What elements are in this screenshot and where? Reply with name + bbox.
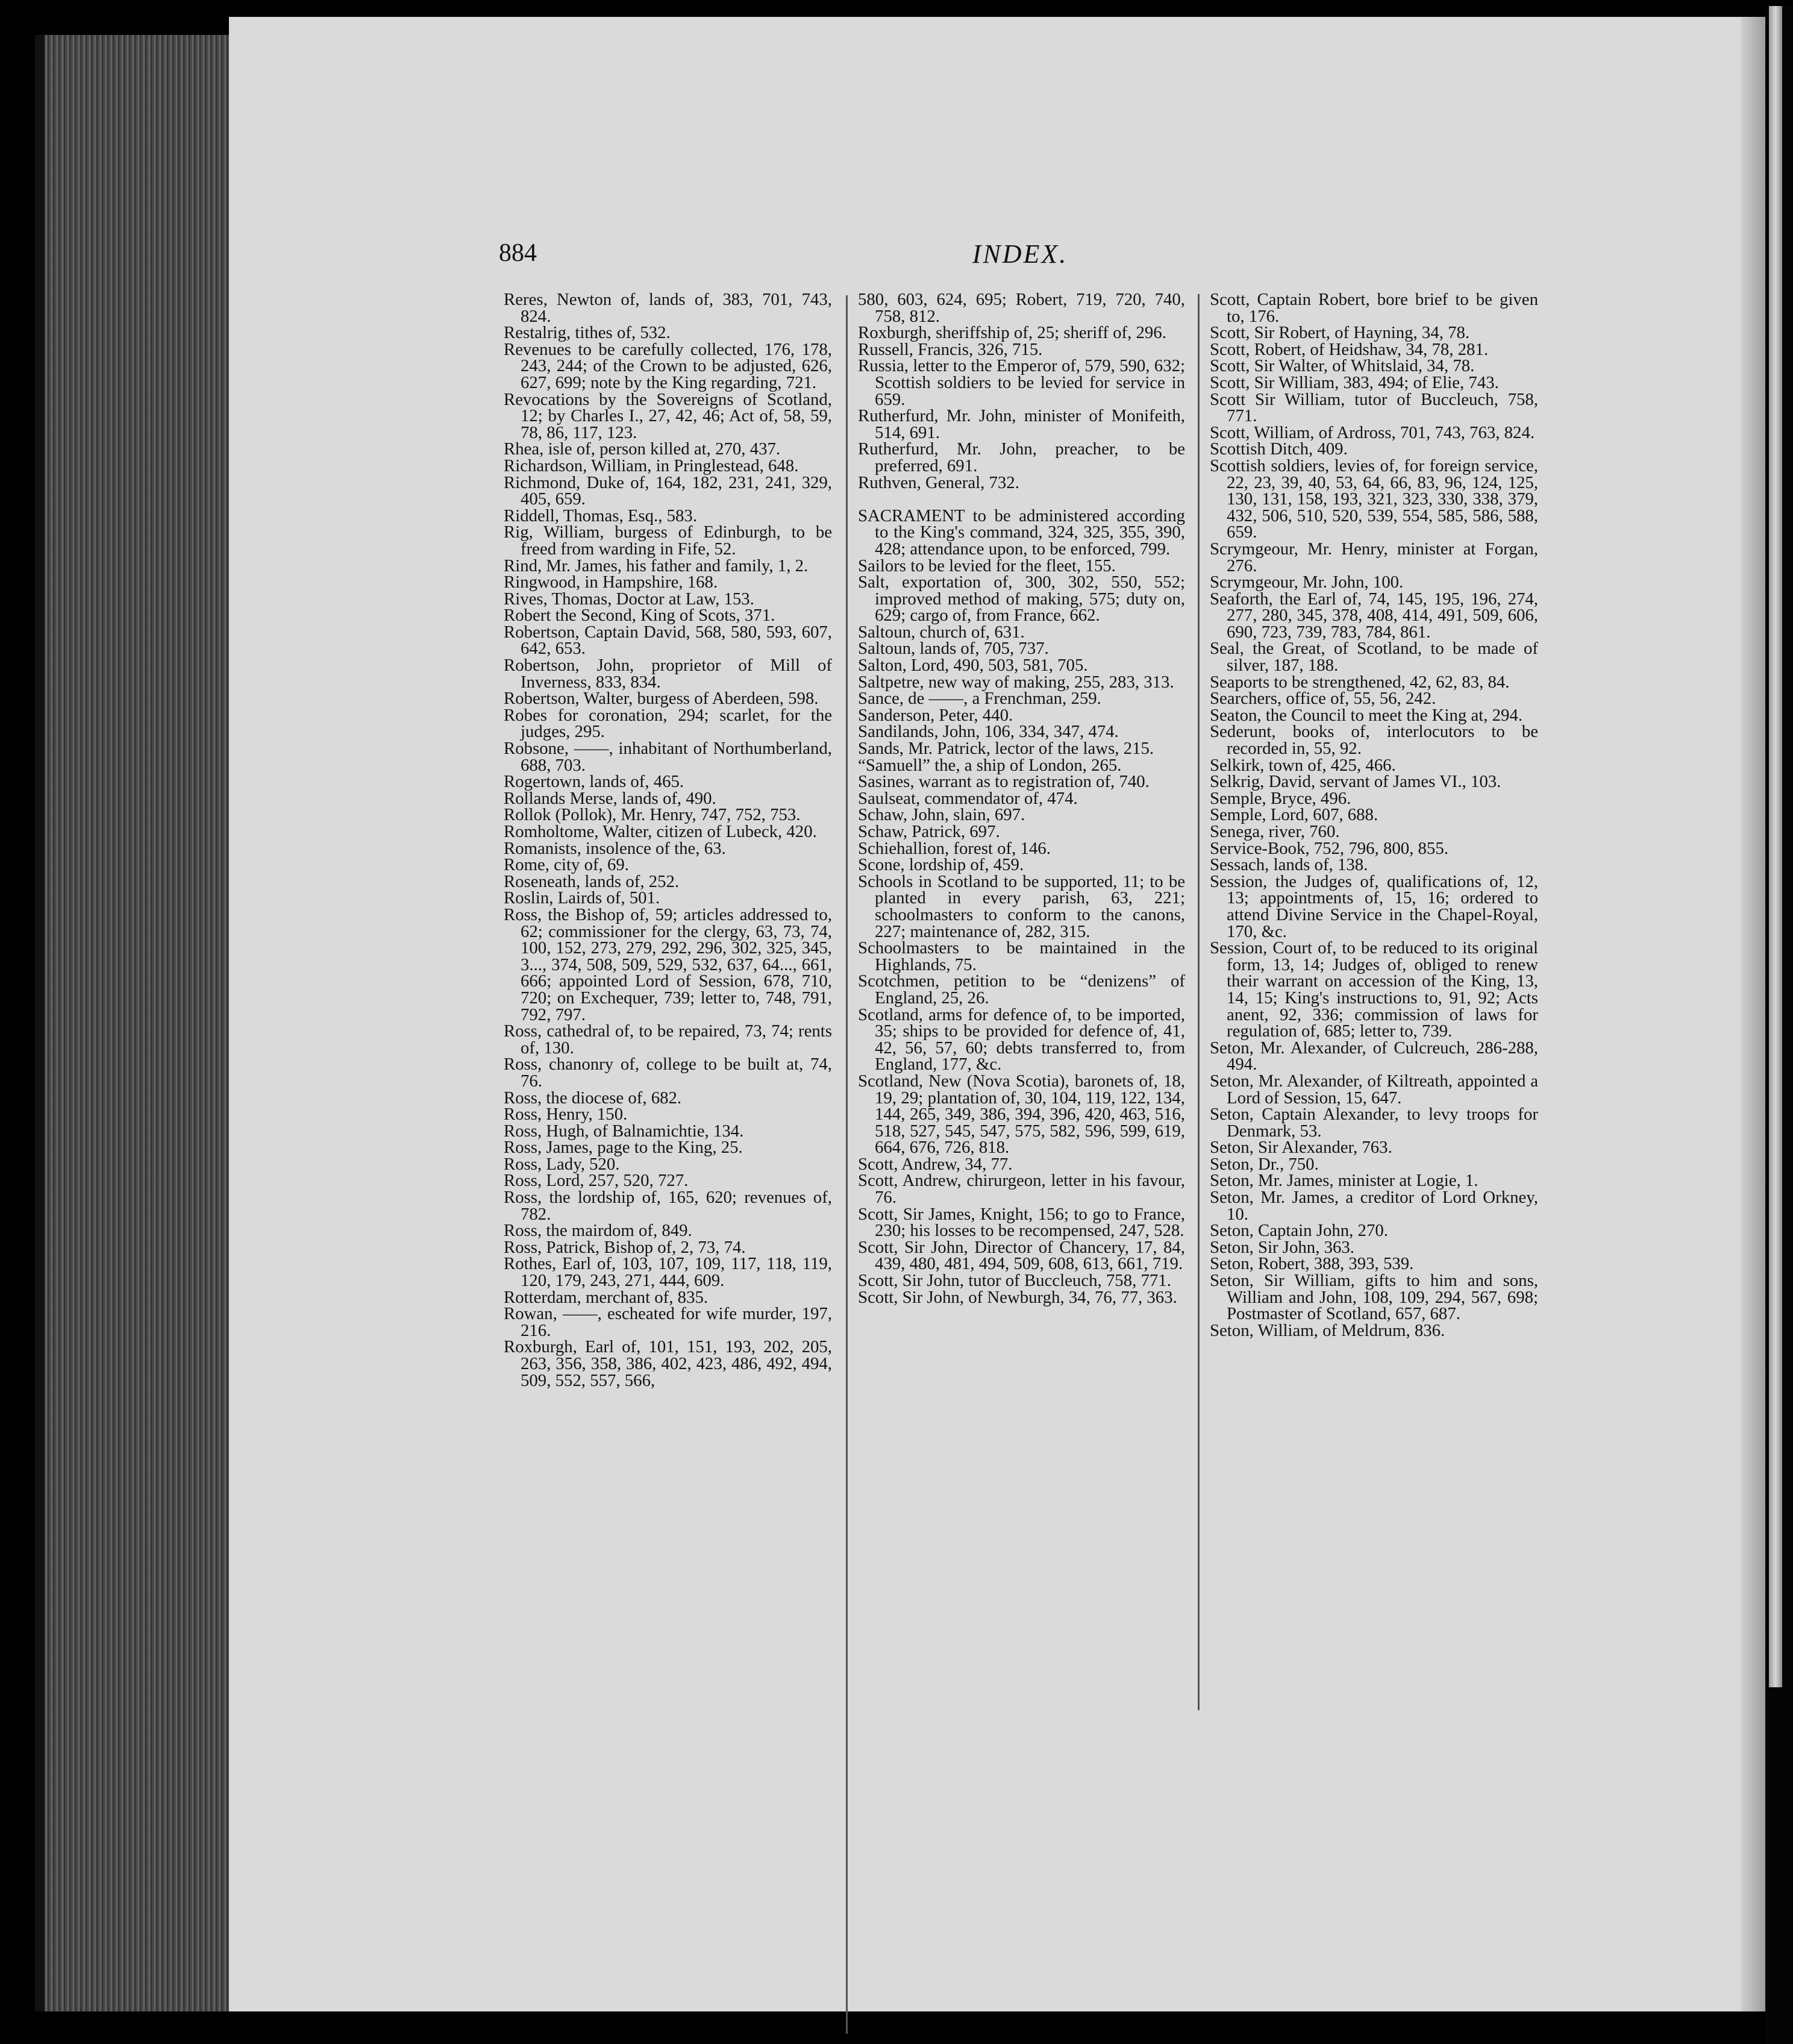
index-entry: Scrymgeour, Mr. Henry, minister at Forgan, 276. (1210, 539, 1538, 575)
index-entry: Scott, Sir Walter, of Whitslaid, 34, 78. (1210, 356, 1475, 376)
index-entry: Scotland, arms for defence of, to be imported, 35; ships to be provided for defence of, 41, 42, 56, 57, 60; debts transferred to, from England, 177, &c. (858, 1005, 1185, 1074)
index-entry: Scott, Andrew, 34, 77. (858, 1154, 1013, 1174)
index-entry: Scott, Captain Robert, bore brief to be given to, 176. (1210, 290, 1538, 326)
index-entry: Ross, the lordship of, 165, 620; revenues of, 782. (504, 1188, 832, 1224)
page-header (499, 239, 1541, 275)
index-entry: Rollok (Pollok), Mr. Henry, 747, 752, 753. (504, 805, 801, 825)
index-entry: Saltoun, church of, 631. (858, 622, 1025, 642)
book-page-edges (45, 35, 229, 2011)
index-entry: Senega, river, 760. (1210, 822, 1340, 841)
index-entry: Seton, Mr. Alexander, of Culcreuch, 286-288, 494. (1210, 1038, 1538, 1074)
index-entry: Rives, Thomas, Doctor at Law, 153. (504, 589, 754, 609)
index-entry: Roxburgh, sheriffship of, 25; sheriff of, 296. (858, 323, 1166, 343)
index-entry: Scott, Sir Robert, of Hayning, 34, 78. (1210, 323, 1470, 343)
index-entry: Scott, Robert, of Heidshaw, 34, 78, 281. (1210, 339, 1489, 359)
index-entry: Saulseat, commendator of, 474. (858, 788, 1078, 808)
index-entry: Schaw, Patrick, 697. (858, 822, 1000, 841)
index-entry: Rollands Merse, lands of, 490. (504, 788, 716, 808)
column-rule (1198, 294, 1200, 1710)
index-entry: Rind, Mr. James, his father and family, 1, 2. (504, 556, 809, 575)
index-entry: Scott, Sir John, tutor of Buccleuch, 758, 771. (858, 1271, 1171, 1291)
running-title: INDEX. (972, 239, 1068, 269)
index-entry: Seton, Mr. Alexander, of Kiltreath, appointed a Lord of Session, 15, 647. (1210, 1071, 1538, 1108)
index-entry: Saltoun, lands of, 705, 737. (858, 639, 1049, 659)
index-entry: Sandilands, John, 106, 334, 347, 474. (858, 722, 1119, 742)
index-entry: Ross, Lord, 257, 520, 727. (504, 1171, 689, 1191)
index-entry: Sasines, warrant as to registration of, 740. (858, 772, 1150, 792)
index-entry: Richmond, Duke of, 164, 182, 231, 241, 329, 405, 659. (504, 472, 832, 509)
index-entry: Revocations by the Sovereigns of Scotland, 12; by Charles I., 27, 42, 46; Act of, 58, 59, 78, 86, 117, 123. (504, 389, 832, 442)
index-entry: Ruthven, General, 732. (858, 472, 1019, 492)
index-entry: Ross, the Bishop of, 59; articles addressed to, 62; commissioner for the clergy, 63, 73, 74, 100, 152, 273, 279, 292, 296, 302, 325, 345, 3..., 374, 508, 509, 529, 532, 637, 64..., 661, 666; appointed Lord of Session, 678, 710, 720; on Exchequer, 739; letter to, 748, 791, 792, 797. (504, 904, 832, 1024)
index-entry: Selkirk, town of, 425, 466. (1210, 755, 1396, 775)
page-gutter-shadow (1741, 17, 1765, 2011)
column-rule (846, 295, 848, 2034)
index-entry: Selkrig, David, servant of James VI., 103. (1210, 772, 1501, 792)
index-entry: 580, 603, 624, 695; Robert, 719, 720, 740, 758, 812. (858, 290, 1185, 326)
index-entry: Scott, Sir James, Knight, 156; to go to France, 230; his losses to be recompensed, 247, 528. (858, 1204, 1185, 1241)
index-entry: Robsone, ——, inhabitant of Northumberland, 688, 703. (504, 739, 832, 775)
index-entry: Seton, William, of Meldrum, 836. (1210, 1320, 1445, 1340)
index-entry: Scottish Ditch, 409. (1210, 439, 1348, 459)
index-column-2 (858, 292, 1185, 1306)
index-entry: Schaw, John, slain, 697. (858, 805, 1025, 825)
index-entry: Russell, Francis, 326, 715. (858, 339, 1043, 359)
index-entry: Sanderson, Peter, 440. (858, 705, 1013, 725)
facing-page-edge (1769, 6, 1782, 1687)
index-entry: Ross, cathedral of, to be repaired, 73, 74; rents of, 130. (504, 1021, 832, 1058)
index-entry: Rothes, Earl of, 103, 107, 109, 117, 118, 119, 120, 179, 243, 271, 444, 609. (504, 1254, 832, 1291)
index-entry: Rowan, ——, escheated for wife murder, 197, 216. (504, 1304, 832, 1340)
index-entry: Seal, the Great, of Scotland, to be made of silver, 187, 188. (1210, 639, 1538, 676)
index-entry: Seton, Mr. James, minister at Logie, 1. (1210, 1171, 1479, 1191)
index-entry: Robertson, John, proprietor of Mill of Inverness, 833, 834. (504, 656, 832, 692)
index-entry: Seton, Sir William, gifts to him and sons, William and John, 108, 109, 294, 567, 698; Postmaster of Scotland, 657, 687. (1210, 1271, 1538, 1324)
index-entry: Romholtome, Walter, citizen of Lubeck, 420. (504, 822, 817, 841)
index-entry: Schoolmasters to be maintained in the Highlands, 75. (858, 938, 1185, 974)
index-entry: Schiehallion, forest of, 146. (858, 838, 1051, 858)
index-entry: Ross, the diocese of, 682. (504, 1088, 682, 1108)
index-entry: Scott, Sir John, of Newburgh, 34, 76, 77, 363. (858, 1287, 1177, 1307)
index-entry: Session, Court of, to be reduced to its original form, 13, 14; Judges of, obliged to renew their warrant on accession of the King, 13, 14, 15; King's instructions to, 91, 92; Acts anent, 92, 336; commission of laws for regulation of, 685; letter to, 739. (1210, 938, 1538, 1041)
index-entry: Rig, William, burgess of Edinburgh, to be freed from warding in Fife, 52. (504, 522, 832, 559)
index-entry: SACRAMENT to be administered according to the King's command, 324, 325, 355, 390, 428; attendance upon, to be enforced, 799. (858, 506, 1185, 559)
index-entry: Rome, city of, 69. (504, 855, 629, 875)
index-entry: Session, the Judges of, qualifications of, 12, 13; appointments of, 15, 16; ordered to attend Divine Service in the Chapel-Royal, 170, &c. (1210, 871, 1538, 941)
index-entry: Riddell, Thomas, Esq., 583. (504, 506, 698, 525)
index-entry: Ross, the mairdom of, 849. (504, 1221, 692, 1241)
index-entry: Sance, de ——, a Frenchman, 259. (858, 689, 1101, 709)
index-entry: Rutherfurd, Mr. John, minister of Monifeith, 514, 691. (858, 406, 1185, 442)
index-entry: Ross, Henry, 150. (504, 1105, 628, 1124)
index-column-1 (504, 292, 832, 1389)
index-entry: Seton, Dr., 750. (1210, 1154, 1319, 1174)
index-entry: Reres, Newton of, lands of, 383, 701, 743, 824. (504, 290, 832, 326)
index-entry: Ross, James, page to the King, 25. (504, 1138, 743, 1158)
index-entry: Seton, Captain Alexander, to levy troops for Denmark, 53. (1210, 1105, 1538, 1141)
index-entry: Scott, William, of Ardross, 701, 743, 763, 824. (1210, 422, 1535, 442)
index-entry: Seton, Mr. James, a creditor of Lord Orkney, 10. (1210, 1188, 1538, 1224)
index-entry: Ross, Hugh, of Balnamichtie, 134. (504, 1121, 744, 1141)
index-entry: Rotterdam, merchant of, 835. (504, 1287, 709, 1307)
index-entry: Sailors to be levied for the fleet, 155. (858, 556, 1116, 575)
index-entry: “Samuell” the, a ship of London, 265. (858, 755, 1122, 775)
index-entry: Scott, Sir William, 383, 494; of Elie, 743. (1210, 372, 1499, 392)
index-entry: Saltpetre, new way of making, 255, 283, 313. (858, 672, 1174, 692)
index-entry: Romanists, insolence of the, 63. (504, 838, 726, 858)
index-entry: Semple, Lord, 607, 688. (1210, 805, 1378, 825)
index-entry: Service-Book, 752, 796, 800, 855. (1210, 838, 1448, 858)
index-entry: Robes for coronation, 294; scarlet, for the judges, 295. (504, 705, 832, 742)
index-entry: Seaforth, the Earl of, 74, 145, 195, 196, 274, 277, 280, 345, 378, 408, 414, 491, 509, 606, 690, 723, 739, 783, 784, 861. (1210, 589, 1538, 642)
page-number: 884 (499, 239, 537, 267)
index-entry: Scotchmen, petition to be “denizens” of England, 25, 26. (858, 971, 1185, 1008)
index-entry: Semple, Bryce, 496. (1210, 788, 1351, 808)
index-entry: Seaton, the Council to meet the King at, 294. (1210, 705, 1523, 725)
index-entry: Roslin, Lairds of, 501. (504, 888, 660, 908)
index-entry: Ross, Patrick, Bishop of, 2, 73, 74. (504, 1237, 746, 1257)
index-entry: Schools in Scotland to be supported, 11; to be planted in every parish, 63, 221; schoolmasters to conform to the canons, 227; maintenance of, 282, 315. (858, 871, 1185, 941)
index-column-3 (1210, 292, 1538, 1339)
index-entry: Ringwood, in Hampshire, 168. (504, 572, 718, 592)
index-entry: Ross, Lady, 520. (504, 1154, 620, 1174)
index-entry: Roseneath, lands of, 252. (504, 871, 680, 891)
index-entry: Scrymgeour, Mr. John, 100. (1210, 572, 1404, 592)
index-entry: Richardson, William, in Pringlestead, 648. (504, 456, 799, 475)
index-entry: Rogertown, lands of, 465. (504, 772, 684, 792)
index-entry: Restalrig, tithes of, 532. (504, 323, 671, 343)
index-entry: Seton, Sir Alexander, 763. (1210, 1138, 1392, 1158)
index-entry: Scott, Andrew, chirurgeon, letter in his favour, 76. (858, 1171, 1185, 1208)
index-entry: Rutherfurd, Mr. John, preacher, to be preferred, 691. (858, 439, 1185, 475)
index-entry: Searchers, office of, 55, 56, 242. (1210, 689, 1436, 709)
index-entry: Roxburgh, Earl of, 101, 151, 193, 202, 205, 263, 356, 358, 386, 402, 423, 486, 492, 494, 509, 552, 557, 566, (504, 1337, 832, 1390)
index-entry: Seton, Captain John, 270. (1210, 1221, 1388, 1241)
index-entry: Sessach, lands of, 138. (1210, 855, 1368, 875)
index-entry: Scone, lordship of, 459. (858, 855, 1024, 875)
index-entry: Robert the Second, King of Scots, 371. (504, 606, 775, 625)
index-entry: Salton, Lord, 490, 503, 581, 705. (858, 656, 1088, 676)
index-entry: Revenues to be carefully collected, 176, 178, 243, 244; of the Crown to be adjusted, 626, 627, 699; note by the King regarding, 721. (504, 339, 832, 392)
index-entry: Sederunt, books of, interlocutors to be recorded in, 55, 92. (1210, 722, 1538, 759)
index-entry: Russia, letter to the Emperor of, 579, 590, 632; Scottish soldiers to be levied for service in 659. (858, 356, 1185, 409)
index-entry: Rhea, isle of, person killed at, 270, 437. (504, 439, 781, 459)
index-entry: Salt, exportation of, 300, 302, 550, 552; improved method of making, 575; duty on, 629; cargo of, from France, 662. (858, 572, 1185, 625)
index-entry: Scott, Sir John, Director of Chancery, 17, 84, 439, 480, 481, 494, 509, 608, 613, 661, 719. (858, 1237, 1185, 1274)
index-entry: Seaports to be strengthened, 42, 62, 83, 84. (1210, 672, 1510, 692)
index-entry: Robertson, Walter, burgess of Aberdeen, 598. (504, 689, 819, 709)
index-entry: Seton, Sir John, 363. (1210, 1237, 1354, 1257)
index-entry: Ross, chanonry of, college to be built at, 74, 76. (504, 1055, 832, 1091)
index-entry: Sands, Mr. Patrick, lector of the laws, 215. (858, 739, 1154, 759)
index-entry: Scott Sir William, tutor of Buccleuch, 758, 771. (1210, 389, 1538, 426)
index-entry: Robertson, Captain David, 568, 580, 593, 607, 642, 653. (504, 622, 832, 659)
index-entry: Scotland, New (Nova Scotia), baronets of, 18, 19, 29; plantation of, 30, 104, 119, 122, 134, 144, 265, 349, 386, 394, 396, 420, 463, 516, 518, 527, 545, 547, 575, 582, 596, 599, 619, 664, 676, 726, 818. (858, 1071, 1185, 1158)
index-entry: Seton, Robert, 388, 393, 539. (1210, 1254, 1414, 1274)
index-entry: Scottish soldiers, levies of, for foreign service, 22, 23, 39, 40, 53, 64, 66, 83, 96, 124, 125, 130, 131, 158, 193, 321, 323, 330, 338, 379, 432, 506, 510, 520, 539, 554, 585, 586, 588, 659. (1210, 456, 1538, 542)
